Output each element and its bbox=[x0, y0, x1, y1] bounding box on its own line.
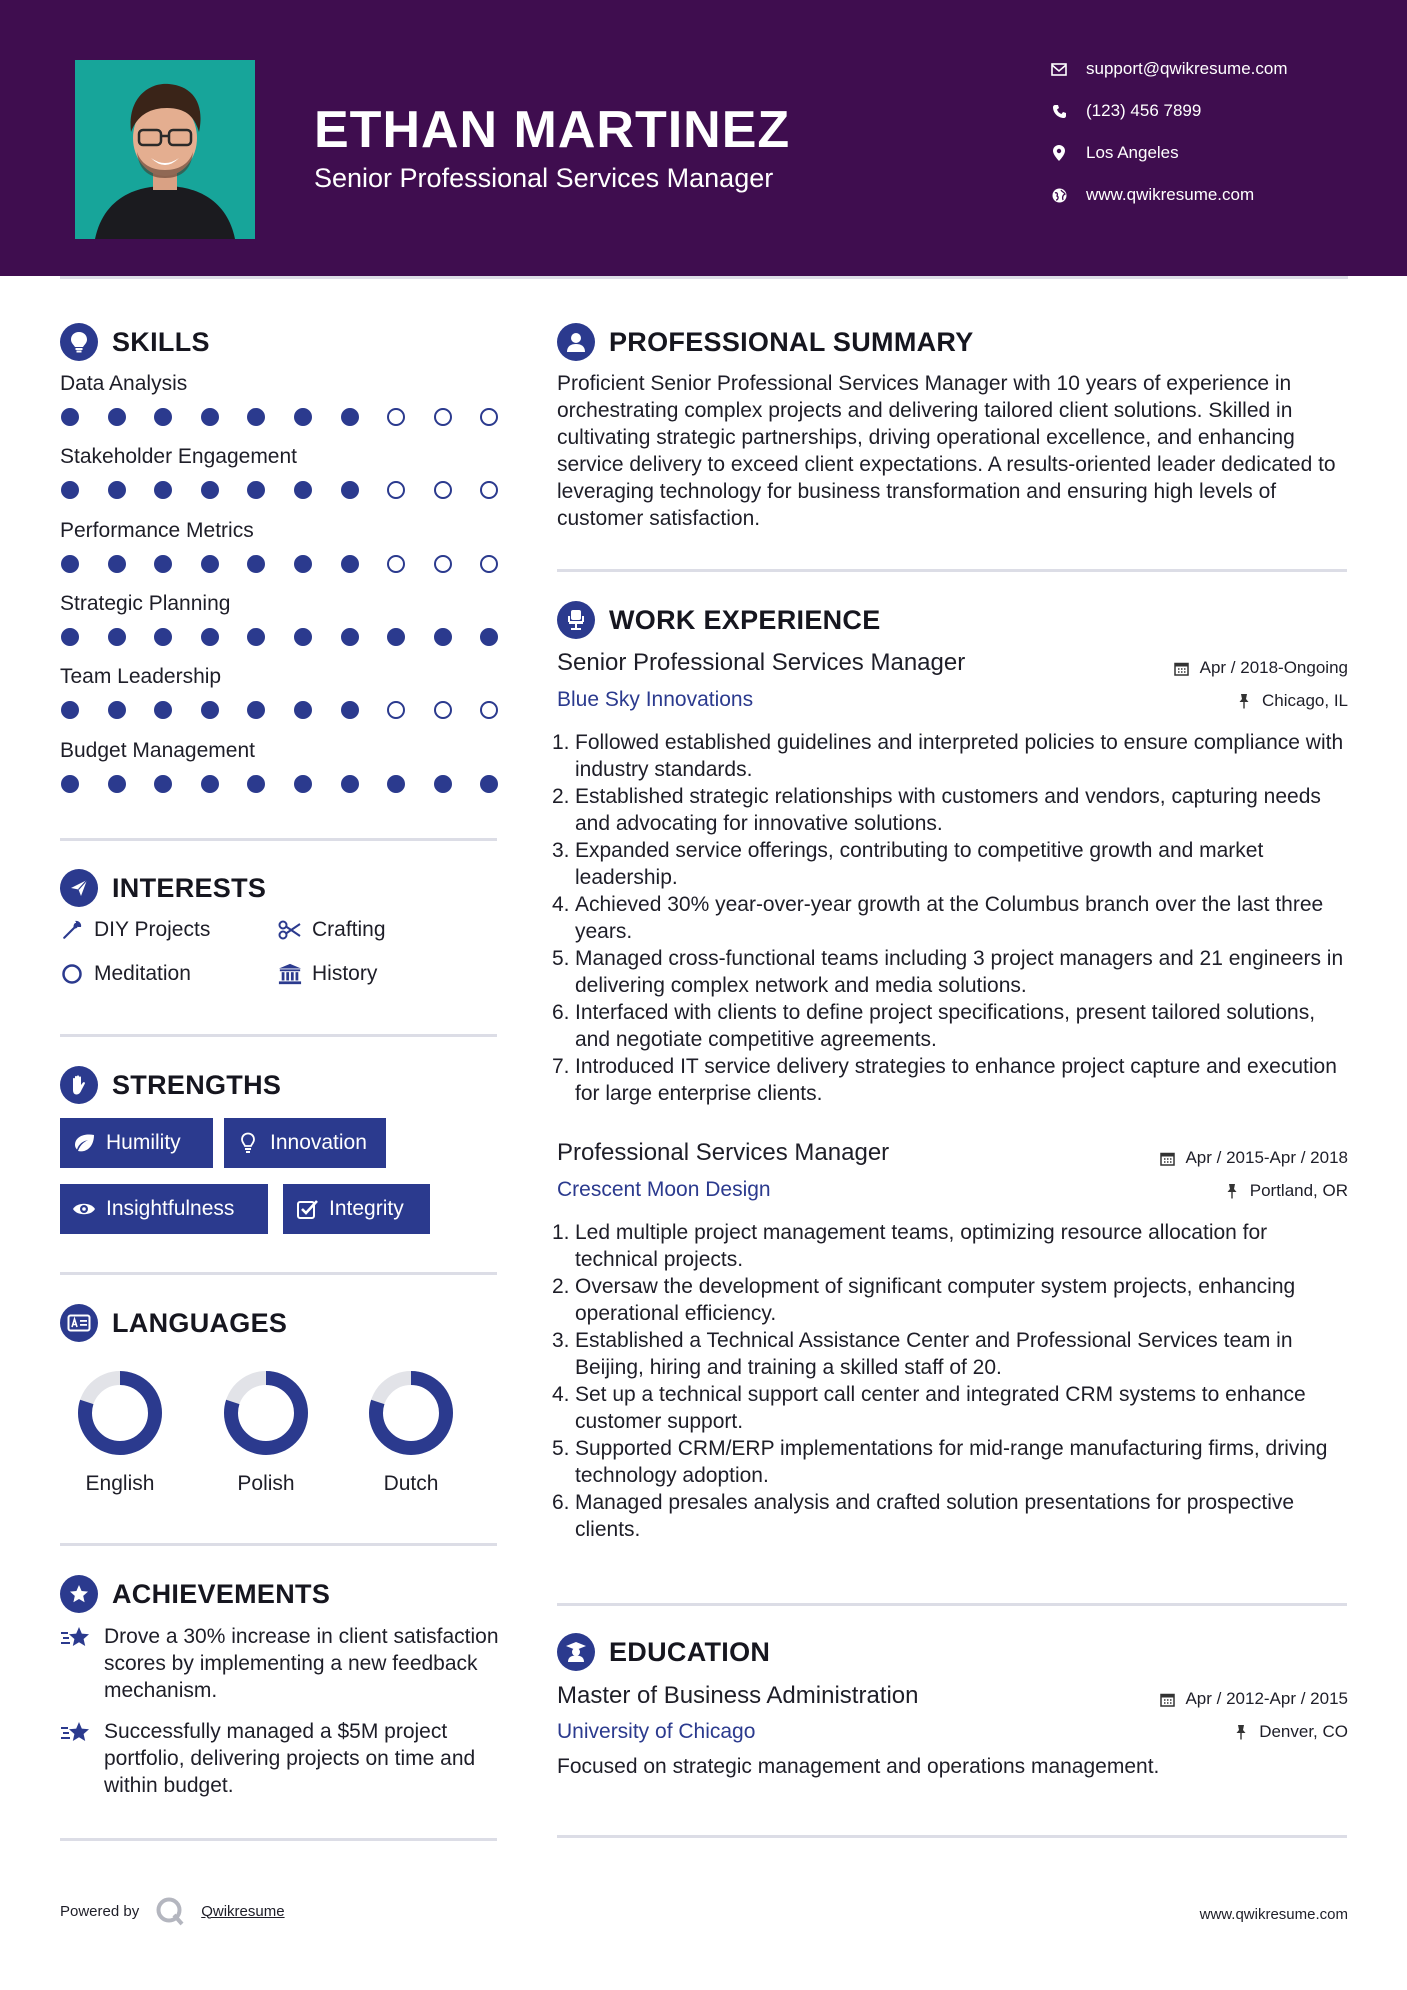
skill-dot-empty bbox=[434, 555, 452, 573]
paper-plane-icon bbox=[60, 869, 98, 907]
job-dates-text: Apr / 2018-Ongoing bbox=[1199, 658, 1348, 677]
skill-dot-filled bbox=[341, 408, 359, 426]
interest-item bbox=[278, 962, 377, 986]
strength-label: Innovation bbox=[270, 1131, 367, 1154]
interests-title: INTERESTS bbox=[112, 872, 267, 903]
check-square-icon bbox=[295, 1197, 319, 1221]
strength-label: Integrity bbox=[329, 1197, 404, 1220]
job-bullet-text: Supported CRM/ERP implementations for mid-range manufacturing firms, driving technology adoption. bbox=[575, 1437, 1328, 1487]
education-school: University of Chicago bbox=[557, 1720, 756, 1743]
languages-divider bbox=[60, 1543, 497, 1546]
skill-dot-empty bbox=[387, 408, 405, 426]
footer-powered-by bbox=[60, 1896, 285, 1926]
skill-dot-filled bbox=[61, 408, 79, 426]
header-divider bbox=[60, 276, 1348, 279]
job-bullet: 6. Managed presales analysis and crafted solution presentations for prospective clients. bbox=[552, 1491, 1295, 1541]
job-bullet: 4. Achieved 30% year-over-year growth at the Columbus branch over the last three years. bbox=[552, 893, 1324, 943]
job-bullet: 5. Supported CRM/ERP implementations for mid-range manufacturing firms, driving technology adoption. bbox=[552, 1437, 1328, 1487]
education-location-text: Denver, CO bbox=[1259, 1722, 1348, 1741]
pin-icon bbox=[1233, 1724, 1249, 1740]
strength-label: Insightfulness bbox=[106, 1197, 235, 1220]
achievements-divider bbox=[60, 1838, 497, 1841]
skill-name: Data Analysis bbox=[60, 372, 188, 395]
job-company: Blue Sky Innovations bbox=[557, 688, 754, 711]
job-bullet-text: Followed established guidelines and interpreted policies to ensure compliance with industry standards. bbox=[575, 731, 1344, 781]
job-bullet-text: Managed presales analysis and crafted solution presentations for prospective clients. bbox=[575, 1491, 1295, 1541]
interest-item bbox=[60, 962, 191, 986]
skill-dot-filled bbox=[154, 555, 172, 573]
skill-dot-filled bbox=[294, 408, 312, 426]
job-bullet-text: Set up a technical support call center and integrated CRM systems to enhance customer support. bbox=[575, 1383, 1306, 1433]
skill-dot-empty bbox=[434, 701, 452, 719]
skill-name: Strategic Planning bbox=[60, 592, 231, 615]
skill-dot-filled bbox=[480, 628, 498, 646]
achievements-title: ACHIEVEMENTS bbox=[112, 1578, 331, 1609]
summary-heading bbox=[557, 323, 974, 361]
job-bullet-text: Led multiple project management teams, optimizing resource allocation for technical projects. bbox=[575, 1221, 1268, 1271]
education-divider bbox=[557, 1835, 1347, 1838]
contact-email[interactable] bbox=[1050, 54, 1350, 84]
skill-dot-filled bbox=[108, 481, 126, 499]
education-heading bbox=[557, 1633, 770, 1671]
skill-dot-filled bbox=[387, 775, 405, 793]
skill-dot-empty bbox=[434, 408, 452, 426]
circle-icon bbox=[60, 962, 84, 986]
skill-dot-filled bbox=[61, 555, 79, 573]
qwikresume-link[interactable]: Qwikresume bbox=[201, 1902, 285, 1920]
skill-dot-filled bbox=[341, 775, 359, 793]
skill-dot-filled bbox=[341, 481, 359, 499]
lightbulb-icon bbox=[236, 1131, 260, 1155]
scissors-icon bbox=[278, 918, 302, 942]
skill-dot-filled bbox=[201, 628, 219, 646]
skill-dot-filled bbox=[294, 555, 312, 573]
skills-heading bbox=[60, 323, 210, 361]
skill-dot-filled bbox=[247, 408, 265, 426]
job-bullet-text: Managed cross-functional teams including 3 project managers and 21 engineers in delivering complex network and media solutions. bbox=[575, 947, 1344, 997]
strength-label: Humility bbox=[106, 1131, 181, 1154]
globe-icon bbox=[1050, 186, 1068, 204]
skills-title: SKILLS bbox=[112, 326, 210, 357]
job-dates bbox=[1159, 1148, 1348, 1168]
candidate-title: Senior Professional Services Manager bbox=[314, 163, 774, 193]
skill-dot-filled bbox=[247, 775, 265, 793]
skill-dot-empty bbox=[434, 481, 452, 499]
contact-phone[interactable] bbox=[1050, 96, 1350, 126]
powered-by-label: Powered by bbox=[60, 1902, 140, 1920]
job-location bbox=[1236, 691, 1348, 711]
job-bullets bbox=[552, 1219, 1347, 1543]
strength-tag bbox=[60, 1184, 268, 1234]
skill-dot-empty bbox=[480, 481, 498, 499]
interest-label: History bbox=[312, 962, 378, 985]
job-dates bbox=[1174, 658, 1348, 678]
skill-rating bbox=[60, 481, 500, 501]
skill-dot-empty bbox=[480, 555, 498, 573]
summary-text: Proficient Senior Professional Services Manager with 10 years of experience in orchestrating complex projects and delivering tailored client solutions. Skilled in cultivating strategic partnerships, driving operational excellence, and enhancing service delivery to exceed client expectations. A results-oriented leader dedicated to leveraging technology for business transformation and ensuring high levels of customer satisfaction. bbox=[557, 372, 1336, 530]
strengths-title: STRENGTHS bbox=[112, 1069, 282, 1100]
experience-title: WORK EXPERIENCE bbox=[609, 604, 881, 635]
skill-dot-filled bbox=[108, 408, 126, 426]
interest-label: Crafting bbox=[312, 918, 386, 941]
interest-label: Meditation bbox=[94, 962, 191, 985]
skill-rating bbox=[60, 701, 500, 721]
skill-dot-filled bbox=[154, 481, 172, 499]
location-icon bbox=[1050, 144, 1068, 162]
eye-icon bbox=[72, 1197, 96, 1221]
education-degree: Master of Business Administration bbox=[557, 1682, 919, 1709]
skill-name: Stakeholder Engagement bbox=[60, 445, 297, 468]
calendar-icon bbox=[1159, 1150, 1175, 1166]
language-name: English bbox=[85, 1472, 155, 1495]
user-icon bbox=[557, 323, 595, 361]
interests-heading bbox=[60, 869, 266, 907]
language-donut bbox=[221, 1368, 311, 1458]
mail-icon bbox=[1050, 60, 1068, 78]
job-company: Crescent Moon Design bbox=[557, 1178, 771, 1201]
job-bullet: 2. Established strategic relationships with customers and vendors, capturing needs and advocating for innovative solutions. bbox=[552, 785, 1321, 835]
language-donut bbox=[75, 1368, 165, 1458]
experience-heading bbox=[557, 601, 881, 639]
graduate-icon bbox=[557, 1633, 595, 1671]
interest-item bbox=[60, 918, 210, 942]
job-bullet-text: Established a Technical Assistance Center and Professional Services team in Beijing, hiring and training a skilled staff of 20. bbox=[575, 1329, 1293, 1379]
skill-dot-filled bbox=[201, 481, 219, 499]
job-bullet: 2. Oversaw the development of significant computer system projects, enhancing operational efficiency. bbox=[552, 1275, 1296, 1325]
star-badge-icon bbox=[60, 1575, 98, 1613]
job-location-text: Portland, OR bbox=[1249, 1181, 1348, 1200]
star-icon bbox=[60, 1720, 94, 1799]
skill-dot-filled bbox=[108, 701, 126, 719]
summary-title: PROFESSIONAL SUMMARY bbox=[609, 326, 974, 357]
skill-dot-filled bbox=[341, 555, 359, 573]
job-bullet-text: Achieved 30% year-over-year growth at the Columbus branch over the last three years. bbox=[575, 893, 1324, 943]
skill-dot-filled bbox=[294, 775, 312, 793]
skills-divider bbox=[60, 838, 497, 841]
contact-website-text: www.qwikresume.com bbox=[1086, 185, 1255, 204]
skill-dot-empty bbox=[387, 555, 405, 573]
skill-dot-filled bbox=[154, 408, 172, 426]
languages-heading bbox=[60, 1304, 287, 1342]
job-bullet-text: Expanded service offerings, contributing to competitive growth and market leadership. bbox=[575, 839, 1264, 889]
skill-dot-filled bbox=[154, 701, 172, 719]
strengths-heading bbox=[60, 1066, 281, 1104]
education-description: Focused on strategic management and operations management. bbox=[557, 1755, 1160, 1778]
skill-rating bbox=[60, 408, 500, 428]
summary-divider bbox=[557, 569, 1347, 572]
skill-dot-filled bbox=[387, 628, 405, 646]
pin-icon bbox=[1224, 1183, 1240, 1199]
skill-dot-empty bbox=[387, 481, 405, 499]
skill-dot-empty bbox=[387, 701, 405, 719]
achievement-item bbox=[60, 1623, 500, 1704]
footer-url[interactable]: www.qwikresume.com bbox=[1199, 1906, 1348, 1923]
strengths-divider bbox=[60, 1272, 497, 1275]
pin-icon bbox=[1236, 693, 1252, 709]
job-bullets bbox=[552, 729, 1347, 1107]
skill-rating bbox=[60, 628, 500, 648]
skill-name: Performance Metrics bbox=[60, 519, 254, 542]
skill-dot-filled bbox=[108, 775, 126, 793]
skill-dot-filled bbox=[294, 628, 312, 646]
skill-dot-filled bbox=[61, 701, 79, 719]
education-dates bbox=[1159, 1689, 1348, 1709]
qwikresume-logo-icon bbox=[155, 1896, 185, 1926]
job-bullet: 1. Led multiple project management teams, optimizing resource allocation for technical projects. bbox=[552, 1221, 1268, 1271]
skill-dot-filled bbox=[154, 628, 172, 646]
skill-dot-filled bbox=[247, 481, 265, 499]
candidate-name: ETHAN MARTINEZ bbox=[314, 101, 791, 159]
calendar-icon bbox=[1174, 660, 1190, 676]
skill-rating bbox=[60, 555, 500, 575]
job-bullet: 4. Set up a technical support call center and integrated CRM systems to enhance customer support. bbox=[552, 1383, 1306, 1433]
education-title: EDUCATION bbox=[609, 1636, 771, 1667]
skill-rating bbox=[60, 775, 500, 795]
job-location-text: Chicago, IL bbox=[1262, 691, 1348, 710]
interest-label: DIY Projects bbox=[94, 918, 211, 941]
skill-dot-filled bbox=[341, 628, 359, 646]
language-donut bbox=[366, 1368, 456, 1458]
skill-dot-filled bbox=[108, 628, 126, 646]
skill-dot-filled bbox=[108, 555, 126, 573]
strength-tag bbox=[224, 1118, 386, 1168]
achievements-heading bbox=[60, 1575, 330, 1613]
avatar-icon bbox=[75, 60, 255, 239]
job-bullet: 5. Managed cross-functional teams including 3 project managers and 21 engineers in delivering complex network and media solutions. bbox=[552, 947, 1344, 997]
job-bullet: 3. Established a Technical Assistance Center and Professional Services team in Beijing, hiring and training a skilled staff of 20. bbox=[552, 1329, 1293, 1379]
skill-dot-filled bbox=[294, 701, 312, 719]
skill-dot-filled bbox=[480, 775, 498, 793]
job-bullet-text: Interfaced with clients to define project specifications, present tailored solutions, and negotiate competitive agreements. bbox=[575, 1001, 1316, 1051]
skill-dot-filled bbox=[201, 555, 219, 573]
skill-dot-filled bbox=[294, 481, 312, 499]
phone-icon bbox=[1050, 102, 1068, 120]
job-bullet-text: Introduced IT service delivery strategies to enhance project capture and execution for large enterprise clients. bbox=[575, 1055, 1337, 1105]
lightbulb-icon bbox=[60, 323, 98, 361]
skill-dot-filled bbox=[247, 628, 265, 646]
job-location bbox=[1224, 1181, 1348, 1201]
skill-name: Budget Management bbox=[60, 739, 255, 762]
skill-dot-empty bbox=[480, 701, 498, 719]
calendar-icon bbox=[1159, 1691, 1175, 1707]
skill-dot-empty bbox=[480, 408, 498, 426]
language-card-icon bbox=[60, 1304, 98, 1342]
skill-dot-filled bbox=[434, 775, 452, 793]
achievement-item bbox=[60, 1718, 500, 1799]
contact-email-text: support@qwikresume.com bbox=[1086, 59, 1288, 78]
chair-icon bbox=[557, 601, 595, 639]
hand-icon bbox=[60, 1066, 98, 1104]
leaf-icon bbox=[72, 1131, 96, 1155]
job-title: Senior Professional Services Manager bbox=[557, 649, 966, 676]
contact-location bbox=[1050, 138, 1350, 168]
job-bullet: 3. Expanded service offerings, contributing to competitive growth and market leadership. bbox=[552, 839, 1264, 889]
skill-name: Team Leadership bbox=[60, 665, 222, 688]
strength-tag bbox=[60, 1118, 213, 1168]
achievement-text: Drove a 30% increase in client satisfaction scores by implementing a new feedback mechanism. bbox=[104, 1625, 499, 1702]
skill-dot-filled bbox=[247, 555, 265, 573]
job-bullet-text: Established strategic relationships with customers and vendors, capturing needs and advocating for innovative solutions. bbox=[575, 785, 1321, 835]
interests-divider bbox=[60, 1034, 497, 1037]
skill-dot-filled bbox=[201, 701, 219, 719]
skill-dot-filled bbox=[61, 481, 79, 499]
skill-dot-filled bbox=[154, 775, 172, 793]
job-dates-text: Apr / 2015-Apr / 2018 bbox=[1185, 1148, 1348, 1167]
skill-dot-filled bbox=[341, 701, 359, 719]
skill-dot-filled bbox=[61, 775, 79, 793]
experience-divider bbox=[557, 1603, 1347, 1606]
job-bullet-text: Oversaw the development of significant computer system projects, enhancing operational efficiency. bbox=[575, 1275, 1296, 1325]
contact-phone-text: (123) 456 7899 bbox=[1086, 101, 1202, 120]
language-name: Polish bbox=[237, 1472, 295, 1495]
job-bullet: 7. Introduced IT service delivery strategies to enhance project capture and execution for large enterprise clients. bbox=[552, 1055, 1337, 1105]
contact-location-text: Los Angeles bbox=[1086, 143, 1179, 162]
profile-photo bbox=[75, 60, 255, 239]
skill-dot-filled bbox=[247, 701, 265, 719]
skill-dot-filled bbox=[61, 628, 79, 646]
skill-dot-filled bbox=[434, 628, 452, 646]
strength-tag bbox=[283, 1184, 430, 1234]
contact-website[interactable] bbox=[1050, 180, 1350, 210]
wrench-icon bbox=[60, 918, 84, 942]
star-icon bbox=[60, 1625, 94, 1704]
job-bullet: 6. Interfaced with clients to define project specifications, present tailored solutions, and negotiate competitive agreements. bbox=[552, 1001, 1316, 1051]
resume-header bbox=[0, 0, 1407, 276]
job-bullet: 1. Followed established guidelines and interpreted policies to ensure compliance with industry standards. bbox=[552, 731, 1344, 781]
skill-dot-filled bbox=[201, 408, 219, 426]
skill-dot-filled bbox=[201, 775, 219, 793]
education-dates-text: Apr / 2012-Apr / 2015 bbox=[1185, 1689, 1348, 1708]
interest-item bbox=[278, 918, 386, 942]
achievement-text: Successfully managed a $5M project portfolio, delivering projects on time and within budget. bbox=[104, 1720, 476, 1797]
museum-icon bbox=[278, 962, 302, 986]
language-name: Dutch bbox=[383, 1472, 439, 1495]
job-title: Professional Services Manager bbox=[557, 1139, 890, 1166]
education-location bbox=[1233, 1722, 1348, 1742]
languages-title: LANGUAGES bbox=[112, 1307, 288, 1338]
